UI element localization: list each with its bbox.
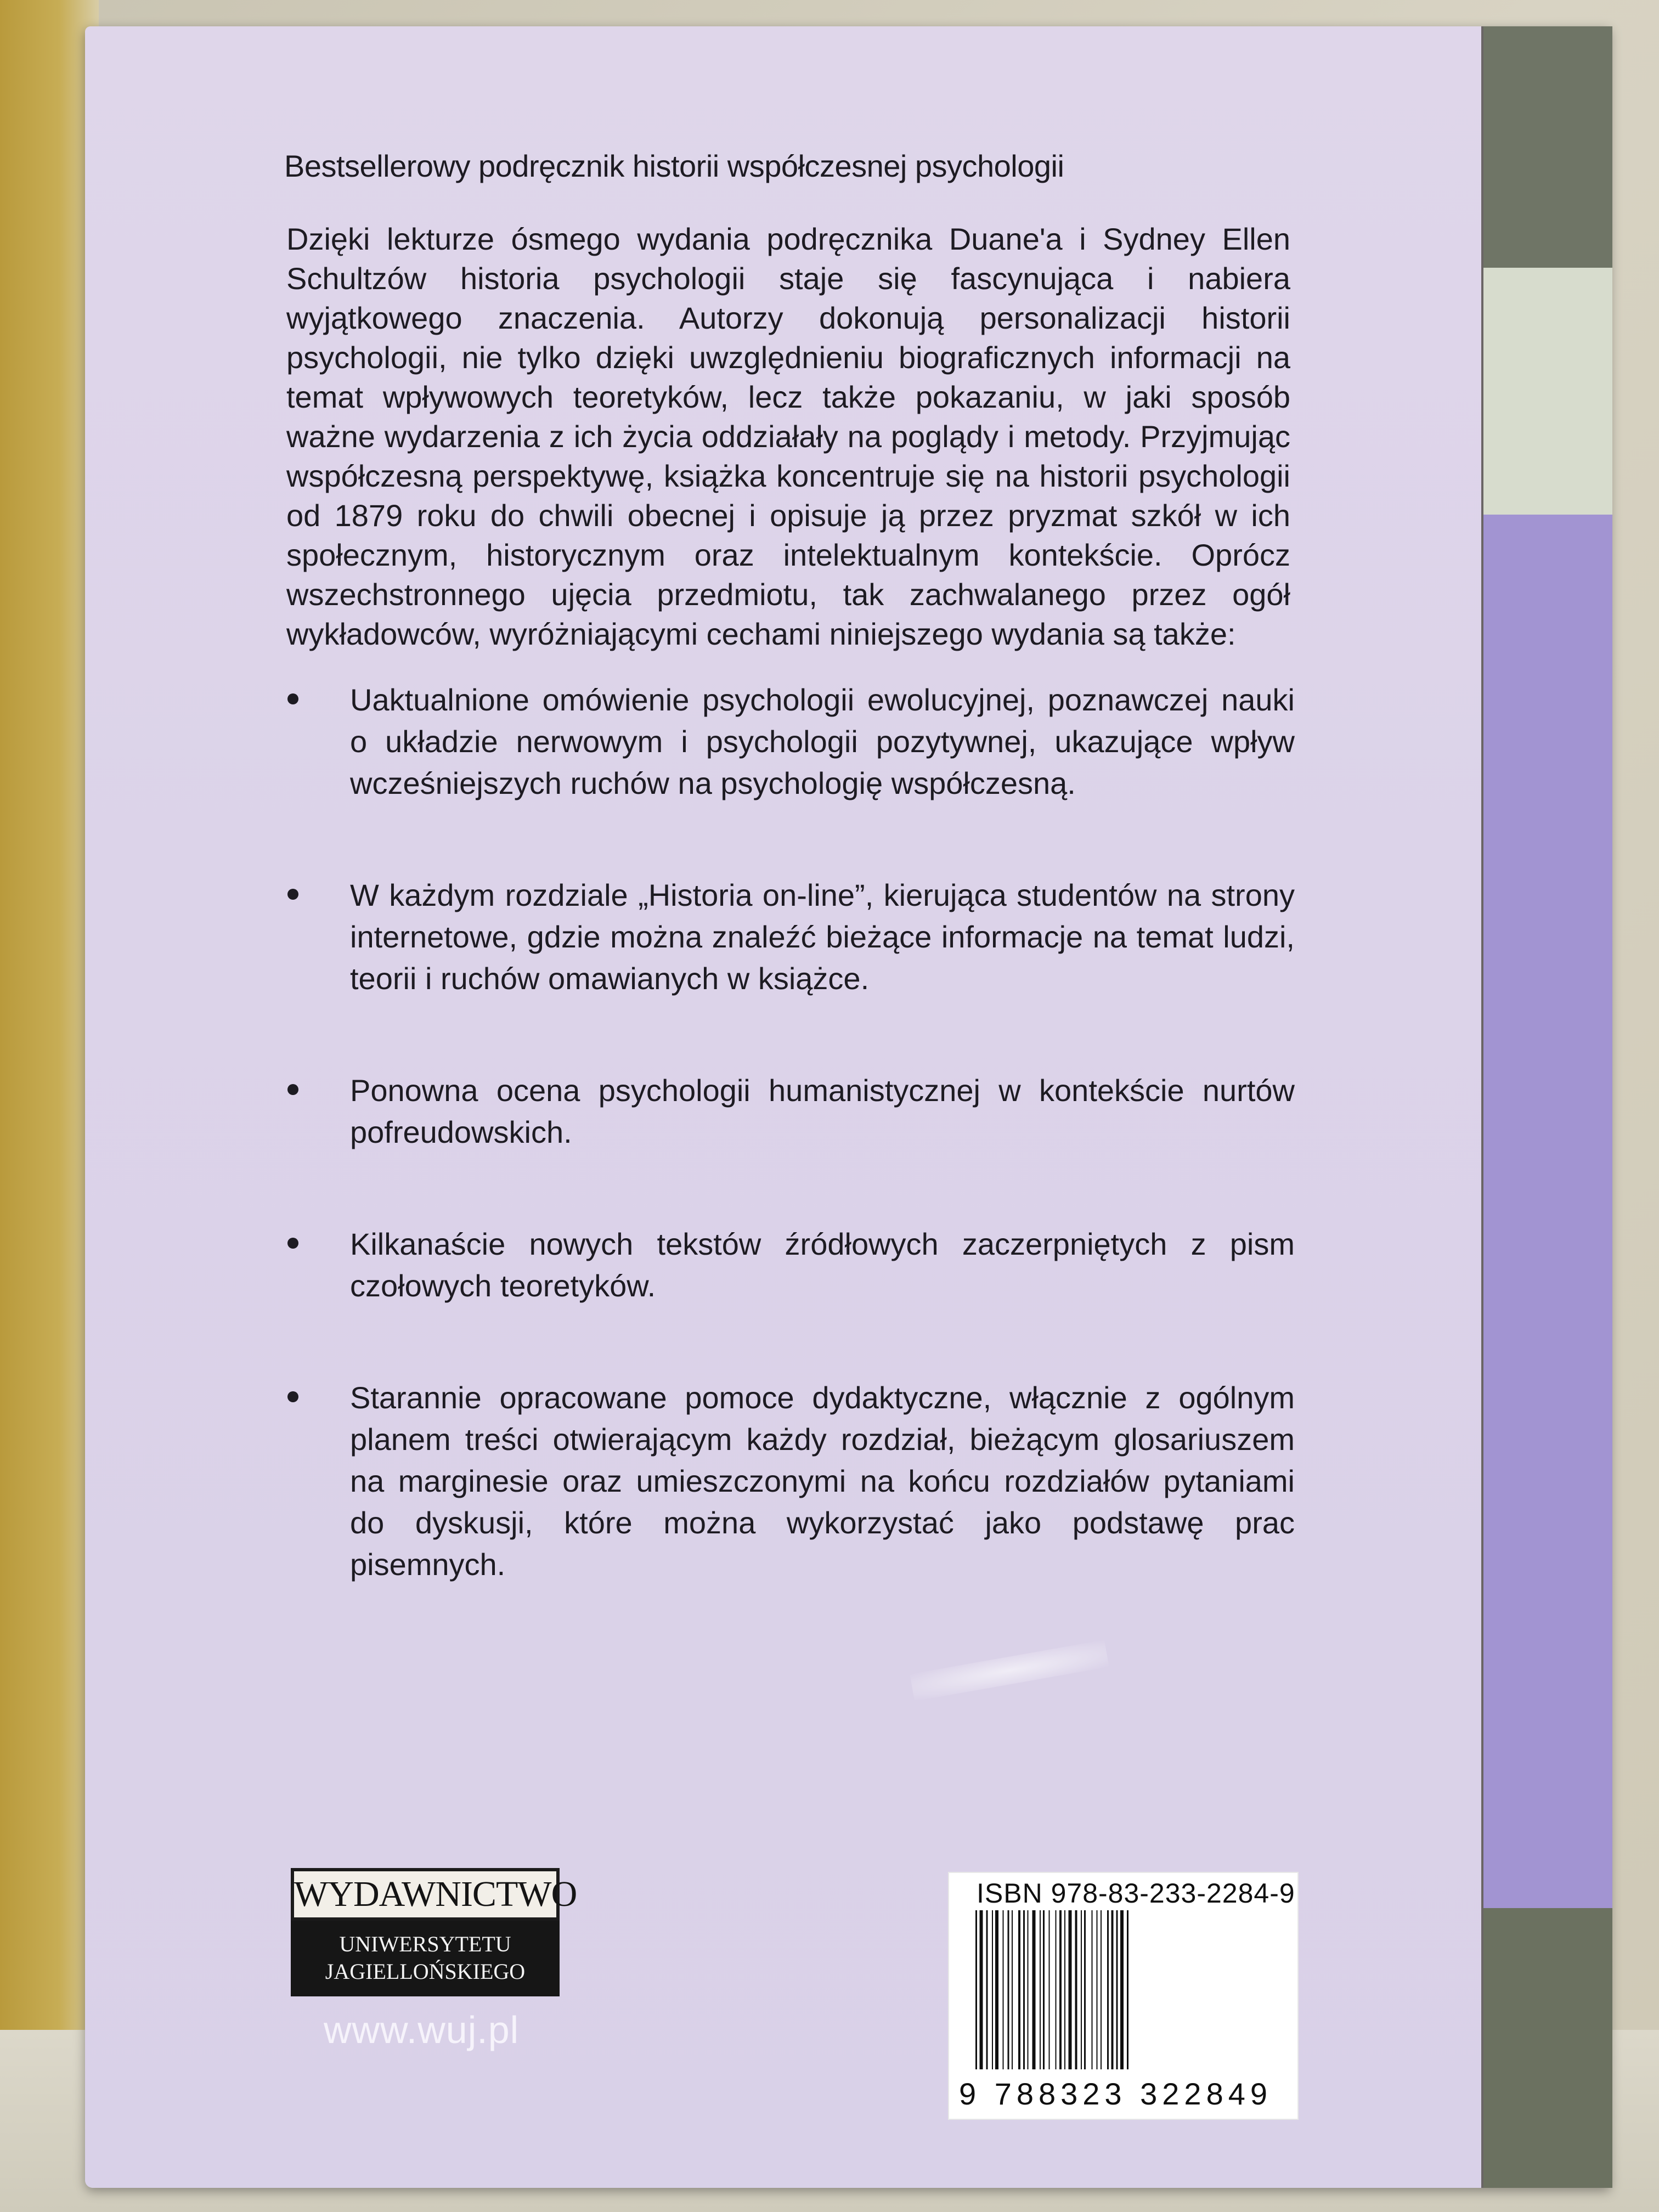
barcode-bar xyxy=(1040,1910,1041,2069)
barcode-bar xyxy=(1018,1910,1020,2069)
spine-band-gray-top xyxy=(1483,26,1612,268)
cover-intro-paragraph: Dzięki lekturze ósmego wydania podręcznika Duane'a i Sydney Ellen Schultzów historia psychologii staje się fascynująca i nabiera wyjątkowego znaczenia. Autorzy dokonują personalizacji historii psychologii, nie tylko dzięki uwzględnieniu biograficznych informacji na temat wpływowych teoretyków, lecz także pokazaniu, w jaki sposób ważne wydarzenia z ich życia oddziałały na poglądy i metody. Przyjmując współczesną perspektywę, książka koncentruje się na historii psychologii od 1879 roku do chwili obecnej i opisuje ją przez pryzmat szkół w ich społecznym, historycznym oraz intelektualnym kontekście. Oprócz wszechstronnego ujęcia przedmiotu, tak zachwalanego przez ogół wykładowców, wyróżniającymi cechami niniejszego wydania są także: xyxy=(286,222,1290,651)
barcode-bar xyxy=(1127,1910,1128,2069)
barcode-bar xyxy=(1028,1910,1029,2069)
isbn-barcode-label xyxy=(948,1872,1299,2120)
barcode-bar xyxy=(1032,1910,1036,2069)
feature-text: Ponowna ocena psychologii humanistycznej w kontekście nurtów pofreudowskich. xyxy=(350,1073,1295,1149)
publisher-name-line2: JAGIELLOŃSKIEGO xyxy=(325,1959,526,1984)
bullet-dot-icon xyxy=(287,889,298,900)
barcode-bar xyxy=(1069,1910,1072,2069)
spine-band-gray-bottom xyxy=(1483,1908,1612,2188)
barcode-bar xyxy=(1003,1910,1004,2069)
barcode-bar xyxy=(1064,1910,1065,2069)
barcode-bar xyxy=(986,1910,988,2069)
feature-text: Starannie opracowane pomoce dydaktyczne, włącznie z ogólnym planem treści otwierającym każdy rozdział, bieżącym glosariuszem na marginesie oraz umieszczonymi na końcu rozdziałów pytaniami do dyskusji, które można wykorzystać jako podstawę prac pisemnych. xyxy=(350,1380,1295,1582)
barcode-bar xyxy=(1056,1910,1057,2069)
feature-text: Kilkanaście nowych tekstów źródłowych zaczerpniętych z pism czołowych teoretyków. xyxy=(350,1227,1295,1303)
barcode-bar xyxy=(1092,1910,1093,2069)
barcode-bar xyxy=(1075,1910,1077,2069)
publisher-url: www.wuj.pl xyxy=(324,2008,520,2051)
barcode-bar xyxy=(1084,1910,1086,2069)
feature-item xyxy=(280,1070,1295,1153)
barcode-bars xyxy=(975,1910,1272,2075)
publisher-name-line1: UNIWERSYTETU xyxy=(339,1932,511,1956)
barcode-bar xyxy=(1012,1910,1013,2069)
barcode-bar xyxy=(1120,1910,1124,2069)
feature-item xyxy=(280,874,1295,1000)
bullet-dot-icon xyxy=(287,1391,298,1402)
barcode-bar xyxy=(1043,1910,1045,2069)
spine-band-purple xyxy=(1483,515,1612,1908)
barcode-bar xyxy=(1008,1910,1009,2069)
feature-item xyxy=(280,1223,1295,1307)
barcode-bar xyxy=(1049,1910,1050,2069)
barcode-bar xyxy=(1097,1910,1098,2069)
feature-item xyxy=(280,679,1295,804)
publisher-logo-bottom xyxy=(291,1921,560,1996)
book-spine xyxy=(1481,26,1612,2188)
barcode-bar xyxy=(1101,1910,1102,2069)
towel-background xyxy=(0,0,99,2212)
bullet-dot-icon xyxy=(287,693,298,704)
feature-list xyxy=(280,679,1295,1656)
barcode-bar xyxy=(975,1910,977,2069)
barcode-bar xyxy=(1116,1910,1118,2069)
barcode-bar xyxy=(1059,1910,1062,2069)
cover-tagline: Bestsellerowy podręcznik historii współczesnej psychologii xyxy=(284,149,1064,183)
isbn-text: ISBN 978-83-233-2284-9 xyxy=(977,1878,1295,1909)
publisher-logo-top: WYDAWNICTWO xyxy=(291,1868,560,1921)
barcode-digits: 9 788323 322849 xyxy=(959,2076,1272,2111)
barcode-bar xyxy=(995,1910,998,2069)
bullet-dot-icon xyxy=(287,1084,298,1095)
barcode-bar xyxy=(992,1910,993,2069)
feature-text: W każdym rozdziale „Historia on-line”, kierująca studentów na strony internetowe, gdzie można znaleźć bieżące informacje na temat ludzi, teorii i ruchów omawianych w książce. xyxy=(350,878,1295,996)
feature-text: Uaktualnione omówienie psychologii ewolucyjnej, poznawczej nauki o układzie nerwowym i psychologii pozytywnej, ukazujące wpływ wcześniejszych ruchów na psychologię współczesną. xyxy=(350,682,1295,800)
spine-band-light xyxy=(1483,268,1612,515)
bullet-dot-icon xyxy=(287,1238,298,1249)
barcode-bar xyxy=(1111,1910,1114,2069)
barcode-bar xyxy=(1081,1910,1082,2069)
barcode-bar xyxy=(1107,1910,1109,2069)
barcode-bar xyxy=(980,1910,983,2069)
barcode-bar xyxy=(1023,1910,1025,2069)
feature-item xyxy=(280,1377,1295,1585)
publisher-logo xyxy=(291,1868,577,1996)
